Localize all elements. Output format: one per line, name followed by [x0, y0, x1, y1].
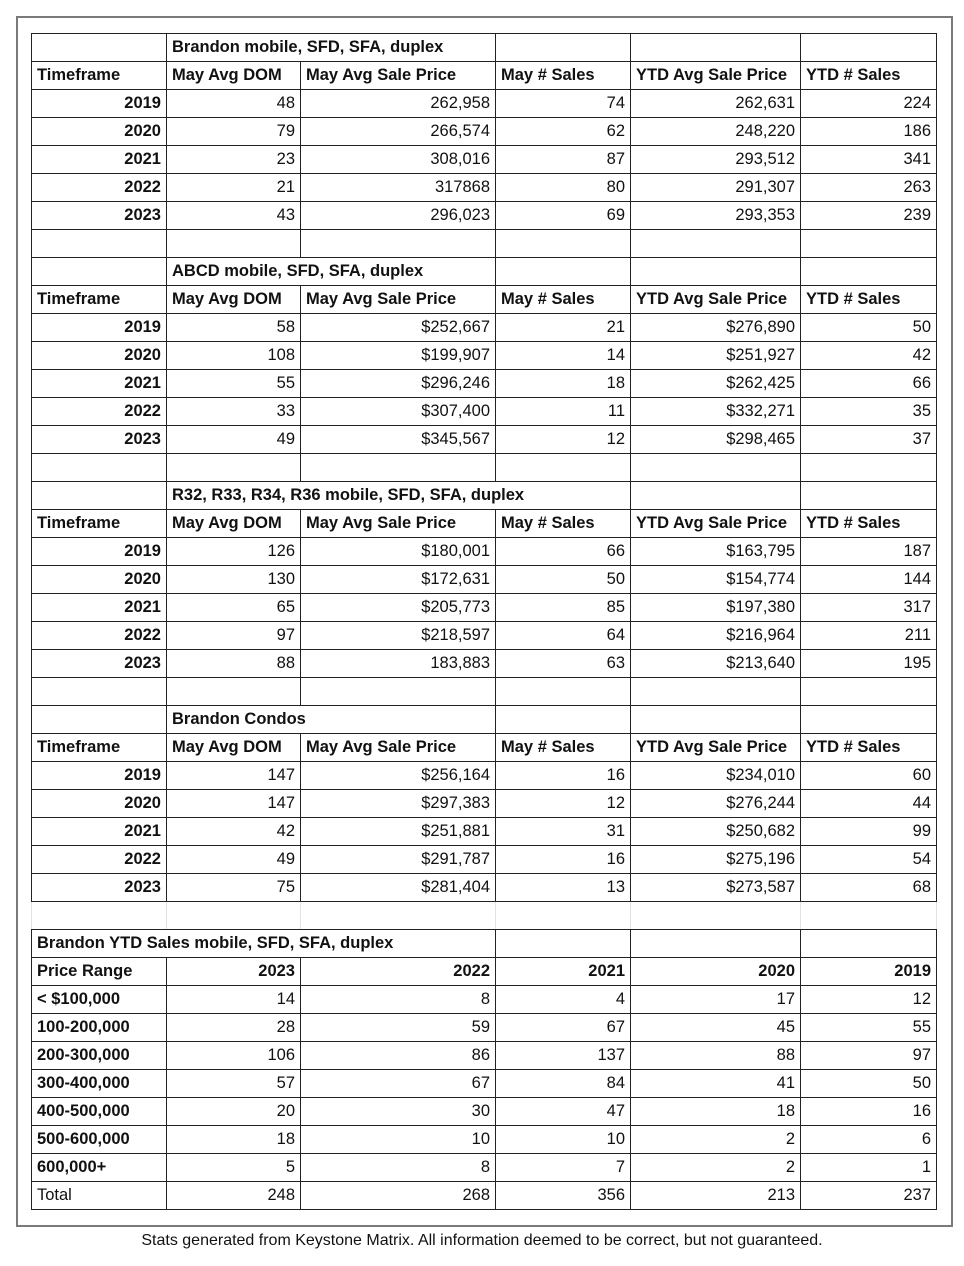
count-cell: 86 — [301, 1042, 496, 1070]
total-cell: 237 — [801, 1182, 937, 1210]
ytd-sales-cell: 68 — [801, 874, 937, 902]
ytd-price-cell: $154,774 — [631, 566, 801, 594]
ytd-sales-cell: 66 — [801, 370, 937, 398]
year-cell: 2021 — [32, 818, 167, 846]
ytd-sales-cell: 50 — [801, 314, 937, 342]
column-header: YTD # Sales — [801, 62, 937, 90]
disclaimer-footer: Stats generated from Keystone Matrix. All information deemed to be correct, but not guaranteed. — [141, 1232, 823, 1249]
column-header: May Avg DOM — [167, 62, 301, 90]
count-cell: 14 — [167, 986, 301, 1014]
ytd-sales-cell: 211 — [801, 622, 937, 650]
sales-cell: 69 — [496, 202, 631, 230]
table-row — [32, 1070, 937, 1098]
column-header: YTD Avg Sale Price — [631, 510, 801, 538]
year-cell: 2019 — [32, 538, 167, 566]
table-row — [32, 1014, 937, 1042]
section-title: Brandon mobile, SFD, SFA, duplex — [167, 34, 496, 62]
dom-cell: 97 — [167, 622, 301, 650]
ytd-sales-cell: 144 — [801, 566, 937, 594]
table-row — [32, 370, 937, 398]
ytd-price-cell: 262,631 — [631, 90, 801, 118]
column-header: May Avg Sale Price — [301, 510, 496, 538]
price-cell: $281,404 — [301, 874, 496, 902]
year-cell: 2020 — [32, 342, 167, 370]
ytd-sales-cell: 195 — [801, 650, 937, 678]
price-cell: $345,567 — [301, 426, 496, 454]
column-header: May Avg Sale Price — [301, 734, 496, 762]
ytd-price-cell: $213,640 — [631, 650, 801, 678]
sales-cell: 50 — [496, 566, 631, 594]
year-cell: 2022 — [32, 622, 167, 650]
header-row — [32, 734, 937, 762]
year-cell: 2020 — [32, 790, 167, 818]
count-cell: 137 — [496, 1042, 631, 1070]
total-label: Total — [32, 1182, 167, 1210]
dom-cell: 49 — [167, 846, 301, 874]
price-cell: $256,164 — [301, 762, 496, 790]
price-cell: $251,881 — [301, 818, 496, 846]
year-cell: 2023 — [32, 650, 167, 678]
count-cell: 88 — [631, 1042, 801, 1070]
sales-cell: 16 — [496, 762, 631, 790]
table-row — [32, 622, 937, 650]
sales-cell: 18 — [496, 370, 631, 398]
ytd-sales-cell: 224 — [801, 90, 937, 118]
count-cell: 20 — [167, 1098, 301, 1126]
ytd-price-cell: $197,380 — [631, 594, 801, 622]
dom-cell: 48 — [167, 90, 301, 118]
column-header: YTD Avg Sale Price — [631, 286, 801, 314]
year-cell: 2019 — [32, 762, 167, 790]
count-cell: 47 — [496, 1098, 631, 1126]
empty-cell — [32, 258, 167, 286]
ytd-price-cell: $163,795 — [631, 538, 801, 566]
column-header: May Avg DOM — [167, 286, 301, 314]
price-cell: 308,016 — [301, 146, 496, 174]
table-row — [32, 174, 937, 202]
count-cell: 2 — [631, 1154, 801, 1182]
section-title: Brandon Condos — [167, 706, 496, 734]
total-cell: 356 — [496, 1182, 631, 1210]
count-cell: 12 — [801, 986, 937, 1014]
ytd-price-cell: $276,244 — [631, 790, 801, 818]
price-cell: 317868 — [301, 174, 496, 202]
column-header: 2021 — [496, 958, 631, 986]
ytd-sales-cell: 239 — [801, 202, 937, 230]
column-header: May # Sales — [496, 62, 631, 90]
ytd-price-cell: $250,682 — [631, 818, 801, 846]
column-header: May # Sales — [496, 734, 631, 762]
price-cell: $180,001 — [301, 538, 496, 566]
year-cell: 2020 — [32, 566, 167, 594]
count-cell: 16 — [801, 1098, 937, 1126]
dom-cell: 75 — [167, 874, 301, 902]
column-header: YTD # Sales — [801, 286, 937, 314]
price-cell: $172,631 — [301, 566, 496, 594]
ytd-price-cell: $216,964 — [631, 622, 801, 650]
price-range-cell: 600,000+ — [32, 1154, 167, 1182]
sales-cell: 87 — [496, 146, 631, 174]
count-cell: 10 — [496, 1126, 631, 1154]
year-cell: 2019 — [32, 90, 167, 118]
ytd-title: Brandon YTD Sales mobile, SFD, SFA, duplex — [32, 930, 496, 958]
dom-cell: 58 — [167, 314, 301, 342]
sales-cell: 66 — [496, 538, 631, 566]
sales-cell: 31 — [496, 818, 631, 846]
dom-cell: 55 — [167, 370, 301, 398]
ytd-price-cell: 293,353 — [631, 202, 801, 230]
table-row — [32, 566, 937, 594]
count-cell: 28 — [167, 1014, 301, 1042]
table-row — [32, 146, 937, 174]
dom-cell: 21 — [167, 174, 301, 202]
year-cell: 2021 — [32, 370, 167, 398]
dom-cell: 23 — [167, 146, 301, 174]
section-title-row — [32, 34, 937, 62]
price-cell: $252,667 — [301, 314, 496, 342]
count-cell: 67 — [496, 1014, 631, 1042]
header-row — [32, 286, 937, 314]
dom-cell: 49 — [167, 426, 301, 454]
price-cell: $218,597 — [301, 622, 496, 650]
header-row — [32, 510, 937, 538]
ytd-header-row — [32, 958, 937, 986]
count-cell: 7 — [496, 1154, 631, 1182]
ytd-price-cell: $262,425 — [631, 370, 801, 398]
gap-row — [32, 902, 937, 930]
ytd-price-cell: $332,271 — [631, 398, 801, 426]
empty-cell — [32, 34, 167, 62]
total-cell: 268 — [301, 1182, 496, 1210]
price-cell: 266,574 — [301, 118, 496, 146]
count-cell: 30 — [301, 1098, 496, 1126]
column-header: Timeframe — [32, 62, 167, 90]
count-cell: 18 — [167, 1126, 301, 1154]
sales-cell: 11 — [496, 398, 631, 426]
table-row — [32, 314, 937, 342]
table-row — [32, 790, 937, 818]
dom-cell: 88 — [167, 650, 301, 678]
empty-cell — [32, 706, 167, 734]
table-row — [32, 398, 937, 426]
section-title: R32, R33, R34, R36 mobile, SFD, SFA, duplex — [167, 482, 631, 510]
dom-cell: 126 — [167, 538, 301, 566]
table-row — [32, 426, 937, 454]
count-cell: 45 — [631, 1014, 801, 1042]
column-header: May # Sales — [496, 510, 631, 538]
count-cell: 5 — [167, 1154, 301, 1182]
year-cell: 2023 — [32, 426, 167, 454]
blank-row — [32, 454, 937, 482]
year-cell: 2022 — [32, 846, 167, 874]
ytd-sales-cell: 186 — [801, 118, 937, 146]
ytd-price-cell: $234,010 — [631, 762, 801, 790]
ytd-price-cell: 248,220 — [631, 118, 801, 146]
sales-cell: 64 — [496, 622, 631, 650]
dom-cell: 130 — [167, 566, 301, 594]
price-range-cell: 400-500,000 — [32, 1098, 167, 1126]
sales-cell: 12 — [496, 790, 631, 818]
column-header: May Avg Sale Price — [301, 286, 496, 314]
ytd-price-cell: 293,512 — [631, 146, 801, 174]
column-header: Price Range — [32, 958, 167, 986]
sales-cell: 13 — [496, 874, 631, 902]
table-row — [32, 650, 937, 678]
ytd-sales-cell: 60 — [801, 762, 937, 790]
dom-cell: 79 — [167, 118, 301, 146]
count-cell: 2 — [631, 1126, 801, 1154]
price-range-cell: 100-200,000 — [32, 1014, 167, 1042]
dom-cell: 147 — [167, 762, 301, 790]
ytd-sales-cell: 42 — [801, 342, 937, 370]
dom-cell: 108 — [167, 342, 301, 370]
year-cell: 2022 — [32, 174, 167, 202]
section-title-row — [32, 482, 937, 510]
year-cell: 2019 — [32, 314, 167, 342]
dom-cell: 42 — [167, 818, 301, 846]
count-cell: 1 — [801, 1154, 937, 1182]
year-cell: 2023 — [32, 202, 167, 230]
ytd-sales-cell: 37 — [801, 426, 937, 454]
column-header: 2023 — [167, 958, 301, 986]
dom-cell: 43 — [167, 202, 301, 230]
ytd-price-cell: $251,927 — [631, 342, 801, 370]
count-cell: 8 — [301, 1154, 496, 1182]
count-cell: 106 — [167, 1042, 301, 1070]
table-row — [32, 846, 937, 874]
ytd-sales-cell: 187 — [801, 538, 937, 566]
column-header: YTD # Sales — [801, 510, 937, 538]
column-header: Timeframe — [32, 734, 167, 762]
table-row — [32, 594, 937, 622]
ytd-price-cell: $275,196 — [631, 846, 801, 874]
sales-cell: 16 — [496, 846, 631, 874]
ytd-price-cell: $276,890 — [631, 314, 801, 342]
table-row — [32, 202, 937, 230]
ytd-price-cell: $273,587 — [631, 874, 801, 902]
ytd-sales-cell: 99 — [801, 818, 937, 846]
sales-cell: 85 — [496, 594, 631, 622]
total-cell: 213 — [631, 1182, 801, 1210]
price-cell: $296,246 — [301, 370, 496, 398]
table-row — [32, 1154, 937, 1182]
year-cell: 2021 — [32, 594, 167, 622]
year-cell: 2020 — [32, 118, 167, 146]
sales-cell: 12 — [496, 426, 631, 454]
column-header: May # Sales — [496, 286, 631, 314]
total-row — [32, 1182, 937, 1210]
price-cell: 296,023 — [301, 202, 496, 230]
sales-cell: 63 — [496, 650, 631, 678]
price-cell: $297,383 — [301, 790, 496, 818]
dom-cell: 65 — [167, 594, 301, 622]
ytd-price-cell: $298,465 — [631, 426, 801, 454]
price-cell: $205,773 — [301, 594, 496, 622]
count-cell: 4 — [496, 986, 631, 1014]
count-cell: 55 — [801, 1014, 937, 1042]
year-cell: 2021 — [32, 146, 167, 174]
dom-cell: 33 — [167, 398, 301, 426]
column-header: May Avg DOM — [167, 510, 301, 538]
ytd-sales-cell: 317 — [801, 594, 937, 622]
column-header: Timeframe — [32, 510, 167, 538]
sales-cell: 14 — [496, 342, 631, 370]
column-header: May Avg DOM — [167, 734, 301, 762]
total-cell: 248 — [167, 1182, 301, 1210]
sales-cell: 80 — [496, 174, 631, 202]
count-cell: 18 — [631, 1098, 801, 1126]
sales-cell: 74 — [496, 90, 631, 118]
table-row — [32, 342, 937, 370]
count-cell: 67 — [301, 1070, 496, 1098]
sales-cell: 21 — [496, 314, 631, 342]
price-cell: $199,907 — [301, 342, 496, 370]
section-title-row — [32, 258, 937, 286]
price-cell: 262,958 — [301, 90, 496, 118]
ytd-sales-cell: 54 — [801, 846, 937, 874]
count-cell: 50 — [801, 1070, 937, 1098]
price-cell: 183,883 — [301, 650, 496, 678]
header-row — [32, 62, 937, 90]
count-cell: 6 — [801, 1126, 937, 1154]
count-cell: 57 — [167, 1070, 301, 1098]
ytd-sales-cell: 35 — [801, 398, 937, 426]
column-header: Timeframe — [32, 286, 167, 314]
section-title: ABCD mobile, SFD, SFA, duplex — [167, 258, 496, 286]
count-cell: 10 — [301, 1126, 496, 1154]
year-cell: 2023 — [32, 874, 167, 902]
price-range-cell: 200-300,000 — [32, 1042, 167, 1070]
ytd-sales-cell: 341 — [801, 146, 937, 174]
table-row — [32, 986, 937, 1014]
table-row — [32, 1126, 937, 1154]
ytd-sales-cell: 44 — [801, 790, 937, 818]
count-cell: 8 — [301, 986, 496, 1014]
table-row — [32, 118, 937, 146]
table-row — [32, 1098, 937, 1126]
ytd-title-row — [32, 930, 937, 958]
count-cell: 59 — [301, 1014, 496, 1042]
count-cell: 97 — [801, 1042, 937, 1070]
ytd-price-cell: 291,307 — [631, 174, 801, 202]
count-cell: 17 — [631, 986, 801, 1014]
column-header: YTD Avg Sale Price — [631, 734, 801, 762]
column-header: 2020 — [631, 958, 801, 986]
table-row — [32, 1042, 937, 1070]
blank-row — [32, 678, 937, 706]
price-cell: $307,400 — [301, 398, 496, 426]
column-header: YTD Avg Sale Price — [631, 62, 801, 90]
table-row — [32, 538, 937, 566]
ytd-sales-cell: 263 — [801, 174, 937, 202]
table-row — [32, 90, 937, 118]
count-cell: 41 — [631, 1070, 801, 1098]
empty-cell — [32, 482, 167, 510]
section-title-row — [32, 706, 937, 734]
price-range-cell: 500-600,000 — [32, 1126, 167, 1154]
count-cell: 84 — [496, 1070, 631, 1098]
price-range-cell: 300-400,000 — [32, 1070, 167, 1098]
year-cell: 2022 — [32, 398, 167, 426]
column-header: May Avg Sale Price — [301, 62, 496, 90]
table-row — [32, 818, 937, 846]
column-header: 2019 — [801, 958, 937, 986]
column-header: 2022 — [301, 958, 496, 986]
sales-cell: 62 — [496, 118, 631, 146]
price-cell: $291,787 — [301, 846, 496, 874]
stats-sheet — [31, 33, 937, 1210]
price-range-cell: < $100,000 — [32, 986, 167, 1014]
table-row — [32, 762, 937, 790]
column-header: YTD # Sales — [801, 734, 937, 762]
table-row — [32, 874, 937, 902]
dom-cell: 147 — [167, 790, 301, 818]
blank-row — [32, 230, 937, 258]
